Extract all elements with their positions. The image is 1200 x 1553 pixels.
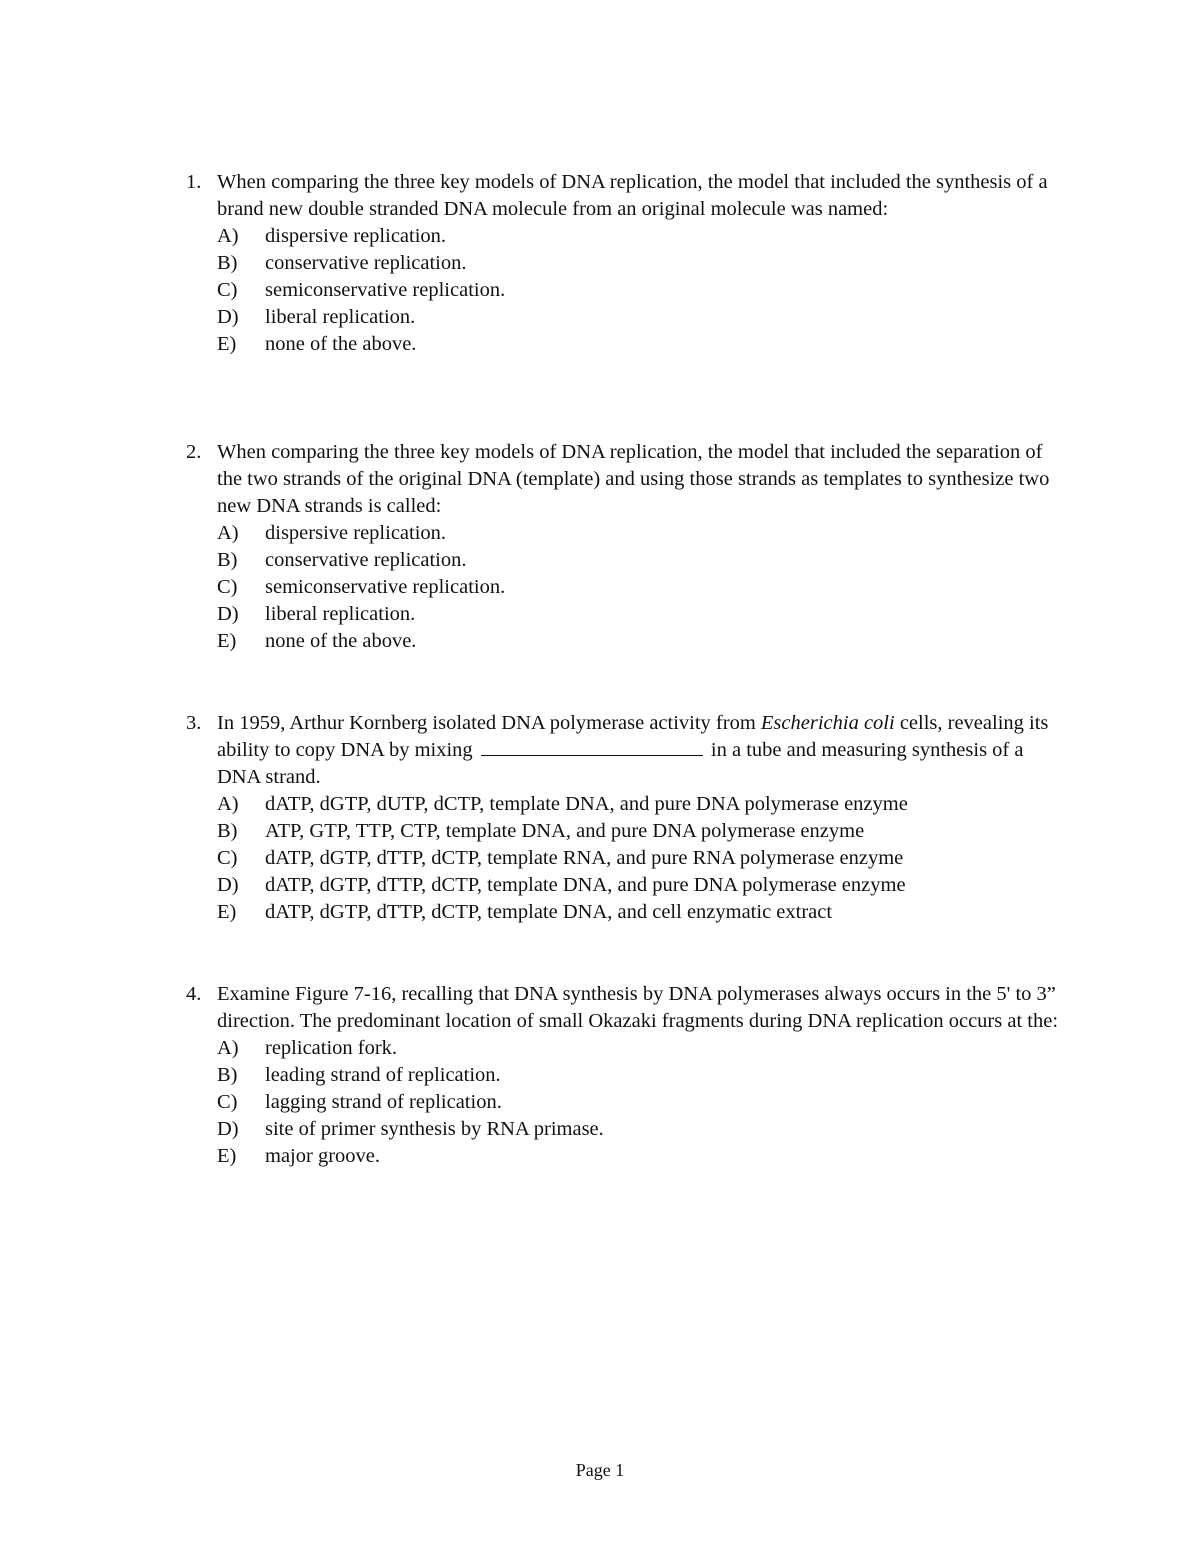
question-text-part: cells, revealing its ability to copy DNA by mixing bbox=[217, 712, 1049, 761]
choice-text: leading strand of replication. bbox=[265, 1064, 501, 1086]
question-stem bbox=[186, 710, 1066, 791]
choice-d bbox=[217, 872, 1066, 899]
choice-text: liberal replication. bbox=[265, 306, 416, 328]
choice-text: dispersive replication. bbox=[265, 225, 447, 247]
choice-letter: A) bbox=[217, 522, 239, 544]
choice-text: none of the above. bbox=[265, 630, 417, 652]
choice-text: replication fork. bbox=[265, 1037, 398, 1059]
choice-c bbox=[217, 1089, 1066, 1116]
choice-a bbox=[217, 223, 1066, 250]
choice-letter: C) bbox=[217, 576, 238, 598]
question-1 bbox=[186, 169, 1066, 358]
choice-letter: A) bbox=[217, 1037, 239, 1059]
question-2 bbox=[186, 439, 1066, 655]
question-text: Examine Figure 7-16, recalling that DNA synthesis by DNA polymerases always occurs in the 5' to 3” direction. The predominant location of small Okazaki fragments during DNA replication occurs at the: bbox=[217, 983, 1059, 1032]
question-text: When comparing the three key models of DNA replication, the model that included the separation of the two strands of the original DNA (template) and using those strands as templates to synthesize two new DNA strands is called: bbox=[217, 441, 1050, 517]
choice-letter: A) bbox=[217, 225, 239, 247]
choice-e bbox=[217, 1143, 1066, 1170]
choice-list bbox=[186, 1035, 1066, 1170]
choice-text: semiconservative replication. bbox=[265, 279, 506, 301]
question-text-part: in a tube and measuring synthesis of a DNA strand. bbox=[217, 739, 1024, 788]
question-text bbox=[217, 710, 1066, 791]
choice-text: ATP, GTP, TTP, CTP, template DNA, and pure DNA polymerase enzyme bbox=[265, 820, 865, 842]
question-stem bbox=[186, 169, 1066, 223]
choice-letter: C) bbox=[217, 279, 238, 301]
page-footer bbox=[0, 1460, 1200, 1481]
choice-b bbox=[217, 818, 1066, 845]
question-stem bbox=[186, 981, 1066, 1035]
choice-letter: E) bbox=[217, 1145, 237, 1167]
question-stem bbox=[186, 439, 1066, 520]
choice-letter: E) bbox=[217, 630, 237, 652]
choice-a bbox=[217, 1035, 1066, 1062]
choice-d bbox=[217, 304, 1066, 331]
choice-letter: B) bbox=[217, 1064, 238, 1086]
choice-letter: B) bbox=[217, 252, 238, 274]
choice-text: site of primer synthesis by RNA primase. bbox=[265, 1118, 604, 1140]
answer-blank bbox=[481, 737, 703, 756]
choice-letter: D) bbox=[217, 306, 239, 328]
choice-a bbox=[217, 791, 1066, 818]
choice-b bbox=[217, 250, 1066, 277]
choice-text: dATP, dGTP, dTTP, dCTP, template RNA, and pure RNA polymerase enzyme bbox=[265, 847, 904, 869]
choice-e bbox=[217, 331, 1066, 358]
species-name: Escherichia coli bbox=[760, 712, 895, 734]
choice-list bbox=[186, 223, 1066, 358]
question-number: 1. bbox=[186, 171, 202, 193]
choice-a bbox=[217, 520, 1066, 547]
choice-letter: B) bbox=[217, 820, 238, 842]
choice-d bbox=[217, 1116, 1066, 1143]
question-text: When comparing the three key models of DNA replication, the model that included the synthesis of a brand new double stranded DNA molecule from an original molecule was named: bbox=[217, 171, 1048, 220]
question-4 bbox=[186, 981, 1066, 1170]
choice-text: conservative replication. bbox=[265, 549, 467, 571]
choice-e bbox=[217, 899, 1066, 926]
choice-text: dispersive replication. bbox=[265, 522, 447, 544]
choice-letter: D) bbox=[217, 874, 239, 896]
choice-b bbox=[217, 547, 1066, 574]
choice-e bbox=[217, 628, 1066, 655]
choice-letter: D) bbox=[217, 603, 239, 625]
question-number: 3. bbox=[186, 712, 202, 734]
choice-b bbox=[217, 1062, 1066, 1089]
choice-text: dATP, dGTP, dUTP, dCTP, template DNA, and pure DNA polymerase enzyme bbox=[265, 793, 908, 815]
choice-list bbox=[186, 520, 1066, 655]
question-3 bbox=[186, 710, 1066, 926]
choice-text: dATP, dGTP, dTTP, dCTP, template DNA, and cell enzymatic extract bbox=[265, 901, 833, 923]
choice-c bbox=[217, 277, 1066, 304]
choice-letter: A) bbox=[217, 793, 239, 815]
choice-text: dATP, dGTP, dTTP, dCTP, template DNA, and pure DNA polymerase enzyme bbox=[265, 874, 906, 896]
choice-letter: E) bbox=[217, 901, 237, 923]
choice-list bbox=[186, 791, 1066, 926]
choice-c bbox=[217, 574, 1066, 601]
choice-letter: C) bbox=[217, 847, 238, 869]
choice-text: none of the above. bbox=[265, 333, 417, 355]
choice-d bbox=[217, 601, 1066, 628]
choice-text: lagging strand of replication. bbox=[265, 1091, 502, 1113]
choice-text: semiconservative replication. bbox=[265, 576, 506, 598]
choice-letter: D) bbox=[217, 1118, 239, 1140]
choice-text: conservative replication. bbox=[265, 252, 467, 274]
choice-c bbox=[217, 845, 1066, 872]
page-number: Page 1 bbox=[575, 1460, 625, 1480]
choice-text: liberal replication. bbox=[265, 603, 416, 625]
choice-letter: E) bbox=[217, 333, 237, 355]
choice-letter: C) bbox=[217, 1091, 238, 1113]
question-text-part: In 1959, Arthur Kornberg isolated DNA polymerase activity from bbox=[217, 712, 761, 734]
question-number: 4. bbox=[186, 983, 202, 1005]
question-number: 2. bbox=[186, 441, 202, 463]
choice-text: major groove. bbox=[265, 1145, 380, 1167]
choice-letter: B) bbox=[217, 549, 238, 571]
